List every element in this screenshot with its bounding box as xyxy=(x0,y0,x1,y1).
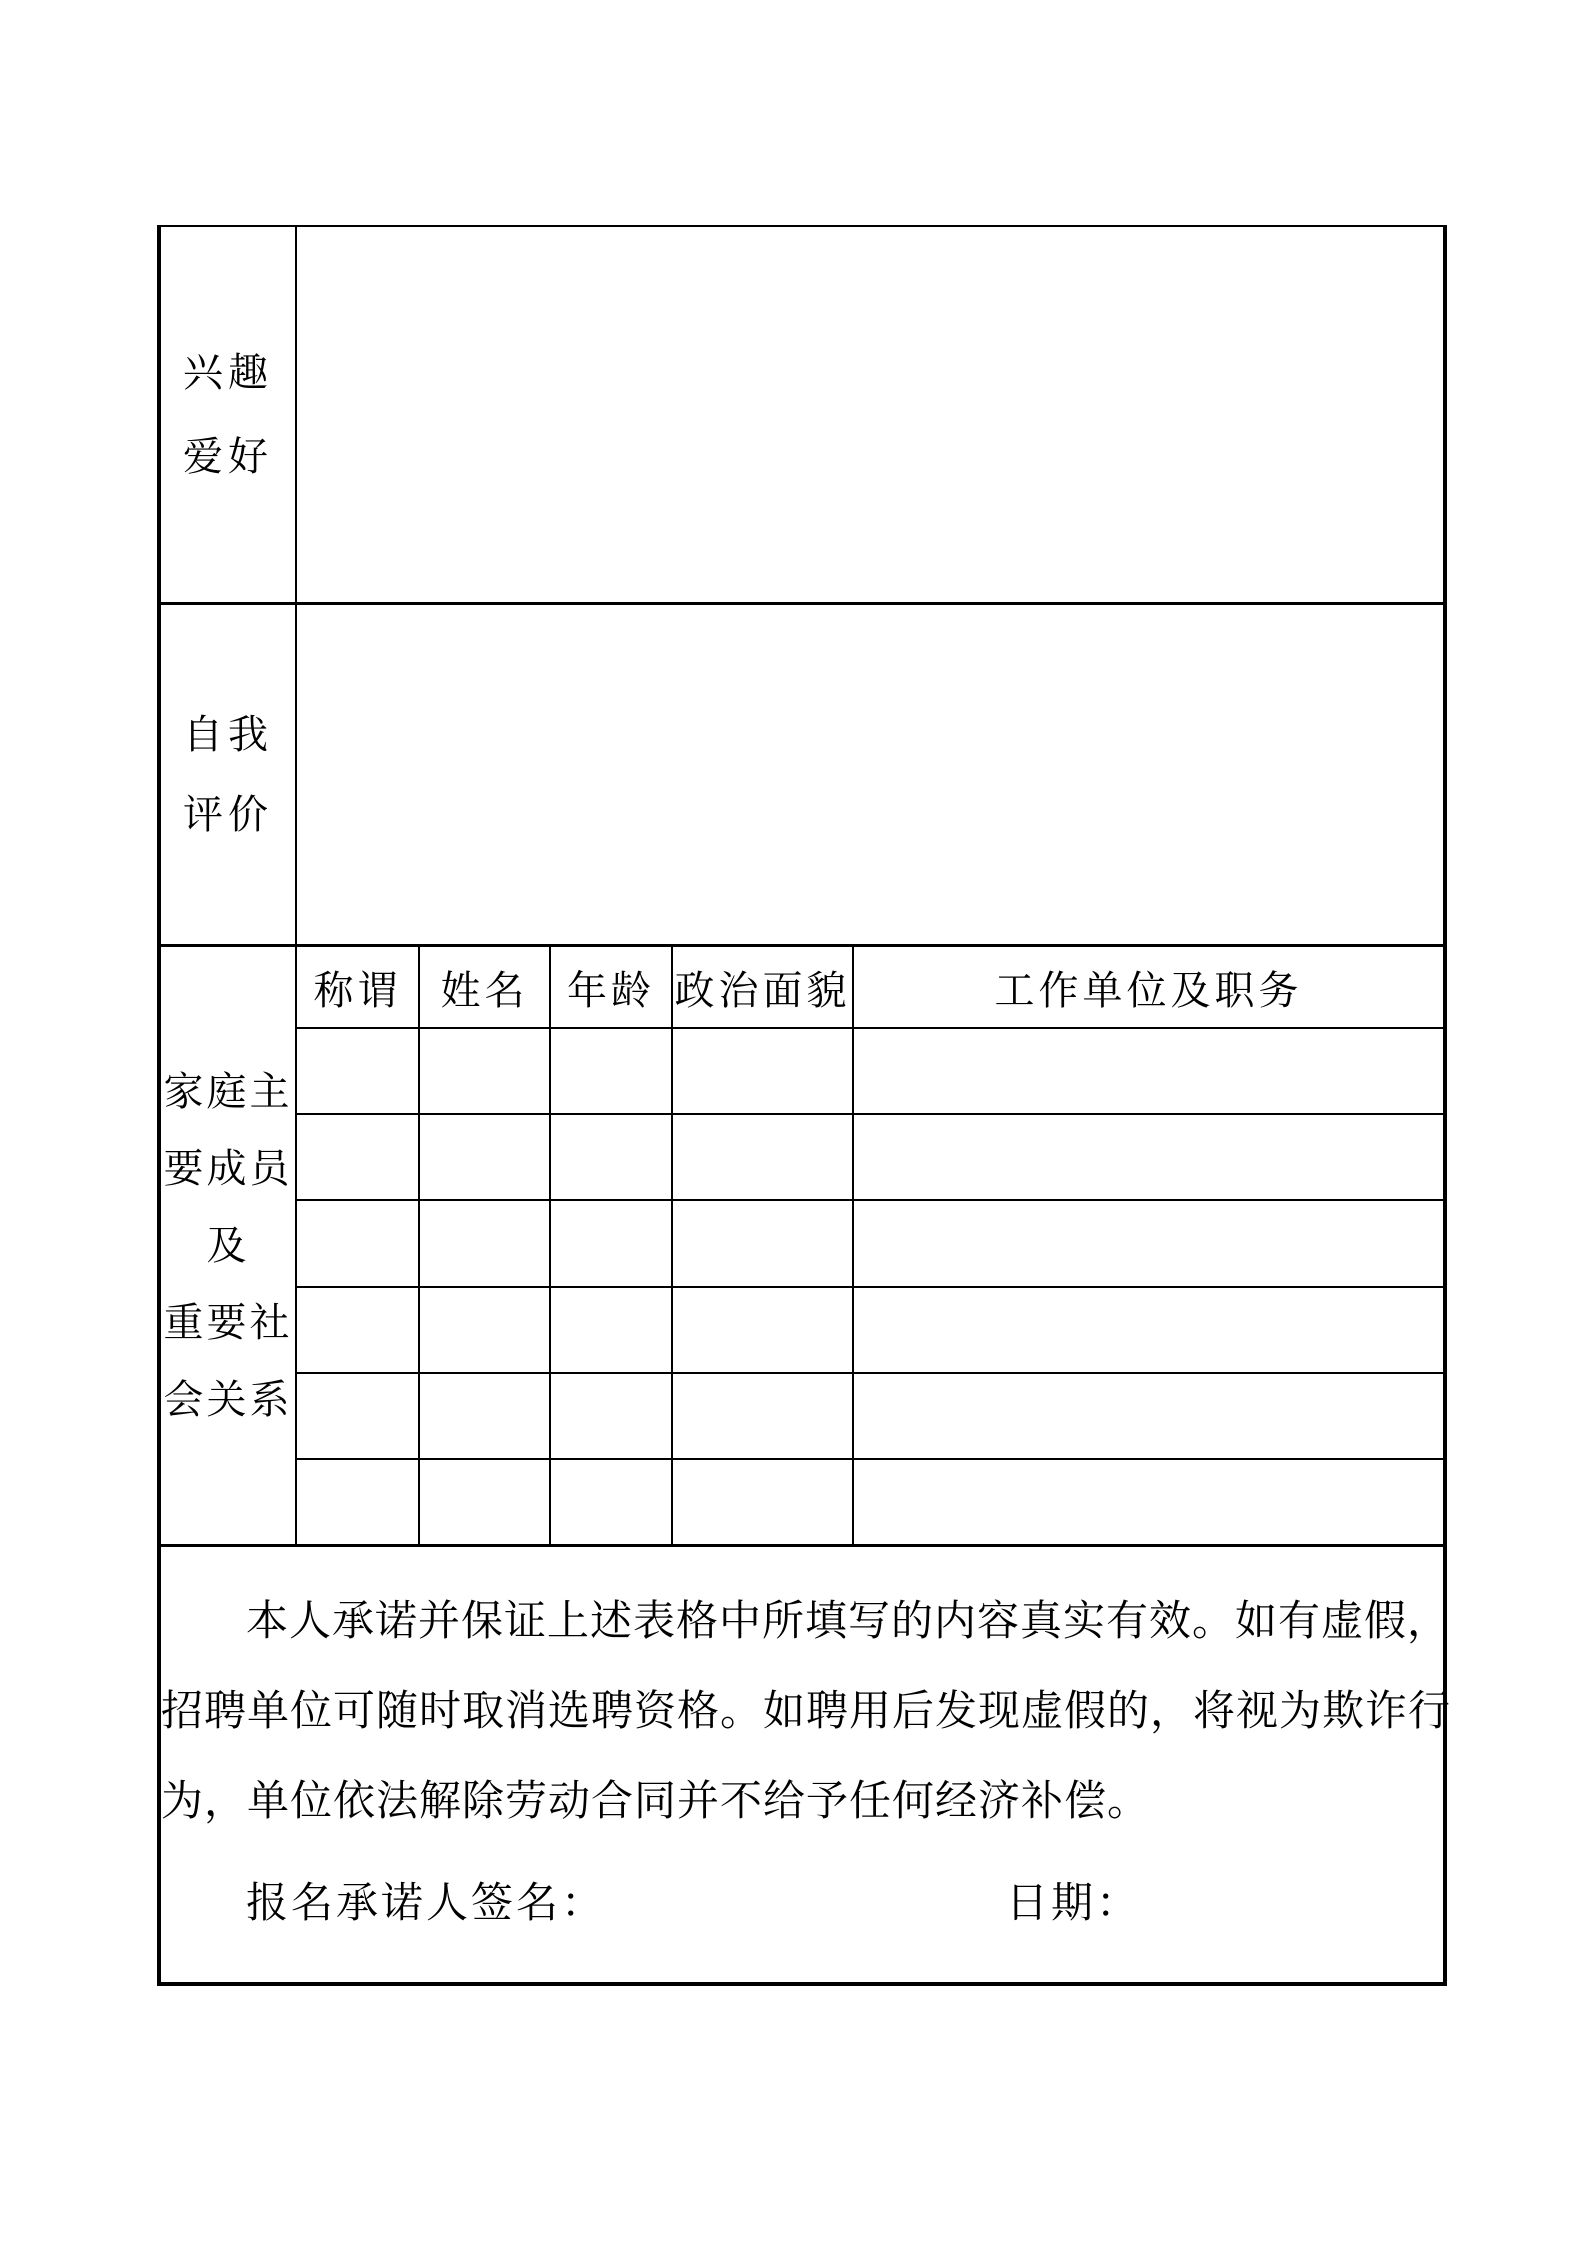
family-header-cell-relation: 称谓 xyxy=(313,967,402,1013)
family-cell-name xyxy=(418,1115,549,1199)
hobbies-label-line: 兴趣 xyxy=(183,349,273,395)
family-data-row xyxy=(297,1199,1443,1285)
family-cell-relation xyxy=(297,1460,418,1544)
self-evaluation-label xyxy=(161,605,297,944)
signature-row xyxy=(161,1859,1443,1949)
family-label-line: 重要社 xyxy=(163,1300,293,1345)
declaration-paragraph xyxy=(161,1577,1452,1847)
family-cell-political-status xyxy=(671,1201,852,1285)
family-cell-work-unit xyxy=(852,1029,1443,1113)
hobbies-label-line: 爱好 xyxy=(183,433,273,479)
family-data-row xyxy=(297,1113,1443,1199)
family-cell-name xyxy=(418,1029,549,1113)
declaration-line: 为，单位依法解除劳动合同并不给予任何经济补偿。 xyxy=(161,1779,1151,1825)
family-cell-name xyxy=(418,1460,549,1544)
family-cell-relation xyxy=(297,1288,418,1372)
family-header-cell-age: 年龄 xyxy=(549,947,671,1027)
family-cell-relation xyxy=(297,1201,418,1285)
family-cell-age xyxy=(549,1374,671,1458)
family-data-row xyxy=(297,1458,1443,1544)
self-evaluation-content-area xyxy=(297,605,1443,944)
family-label-line: 会关系 xyxy=(163,1377,293,1422)
self-evaluation-label-line: 自我 xyxy=(183,711,273,757)
family-cell-political-status xyxy=(671,1288,852,1372)
family-cell-political-status xyxy=(671,1460,852,1544)
family-cell-work-unit xyxy=(852,1201,1443,1285)
self-evaluation-label-line: 评价 xyxy=(183,791,273,837)
date-label: 日期： xyxy=(1006,1881,1142,1927)
family-cell-name xyxy=(418,1201,549,1285)
family-cell-name xyxy=(418,1374,549,1458)
family-label-line: 及 xyxy=(206,1223,250,1268)
family-data-row xyxy=(297,1372,1443,1458)
family-cell-name xyxy=(418,1288,549,1372)
family-cell-age xyxy=(549,1029,671,1113)
family-label-line: 要成员 xyxy=(163,1146,293,1191)
family-label xyxy=(161,947,297,1544)
family-cell-political-status xyxy=(671,1029,852,1113)
family-cell-work-unit xyxy=(852,1115,1443,1199)
family-cell-age xyxy=(549,1115,671,1199)
family-data-row xyxy=(297,1286,1443,1372)
declaration-line: 招聘单位可随时取消选聘资格。如聘用后发现虚假的，将视为欺诈行 xyxy=(161,1689,1452,1735)
family-cell-age xyxy=(549,1460,671,1544)
family-label-line: 家庭主 xyxy=(163,1069,293,1114)
family-header-row xyxy=(297,947,1443,1029)
signature-label: 报名承诺人签名： xyxy=(246,1881,607,1927)
family-cell-relation xyxy=(297,1115,418,1199)
section-family xyxy=(161,944,1443,1544)
hobbies-content-area xyxy=(297,227,1443,602)
family-cell-work-unit xyxy=(852,1460,1443,1544)
hobbies-label xyxy=(161,227,297,602)
form-table xyxy=(157,225,1452,1986)
declaration-line: 本人承诺并保证上述表格中所填写的内容真实有效。如有虚假， xyxy=(246,1599,1451,1645)
family-cell-work-unit xyxy=(852,1374,1443,1458)
family-header-cell-political-status: 政治面貌 xyxy=(671,947,852,1027)
section-declaration xyxy=(161,1544,1452,1982)
family-cell-relation xyxy=(297,1029,418,1113)
family-cell-relation xyxy=(297,1374,418,1458)
family-cell-political-status xyxy=(671,1115,852,1199)
section-hobbies xyxy=(161,227,1443,602)
family-cell-age xyxy=(549,1288,671,1372)
family-cell-work-unit xyxy=(852,1288,1443,1372)
family-header-cell-work-unit: 工作单位及职务 xyxy=(852,947,1443,1027)
family-cell-age xyxy=(549,1201,671,1285)
family-header-cell-name: 姓名 xyxy=(418,947,549,1027)
section-self-evaluation xyxy=(161,602,1443,944)
family-table xyxy=(297,947,1443,1544)
family-cell-political-status xyxy=(671,1374,852,1458)
family-data-row xyxy=(297,1029,1443,1113)
